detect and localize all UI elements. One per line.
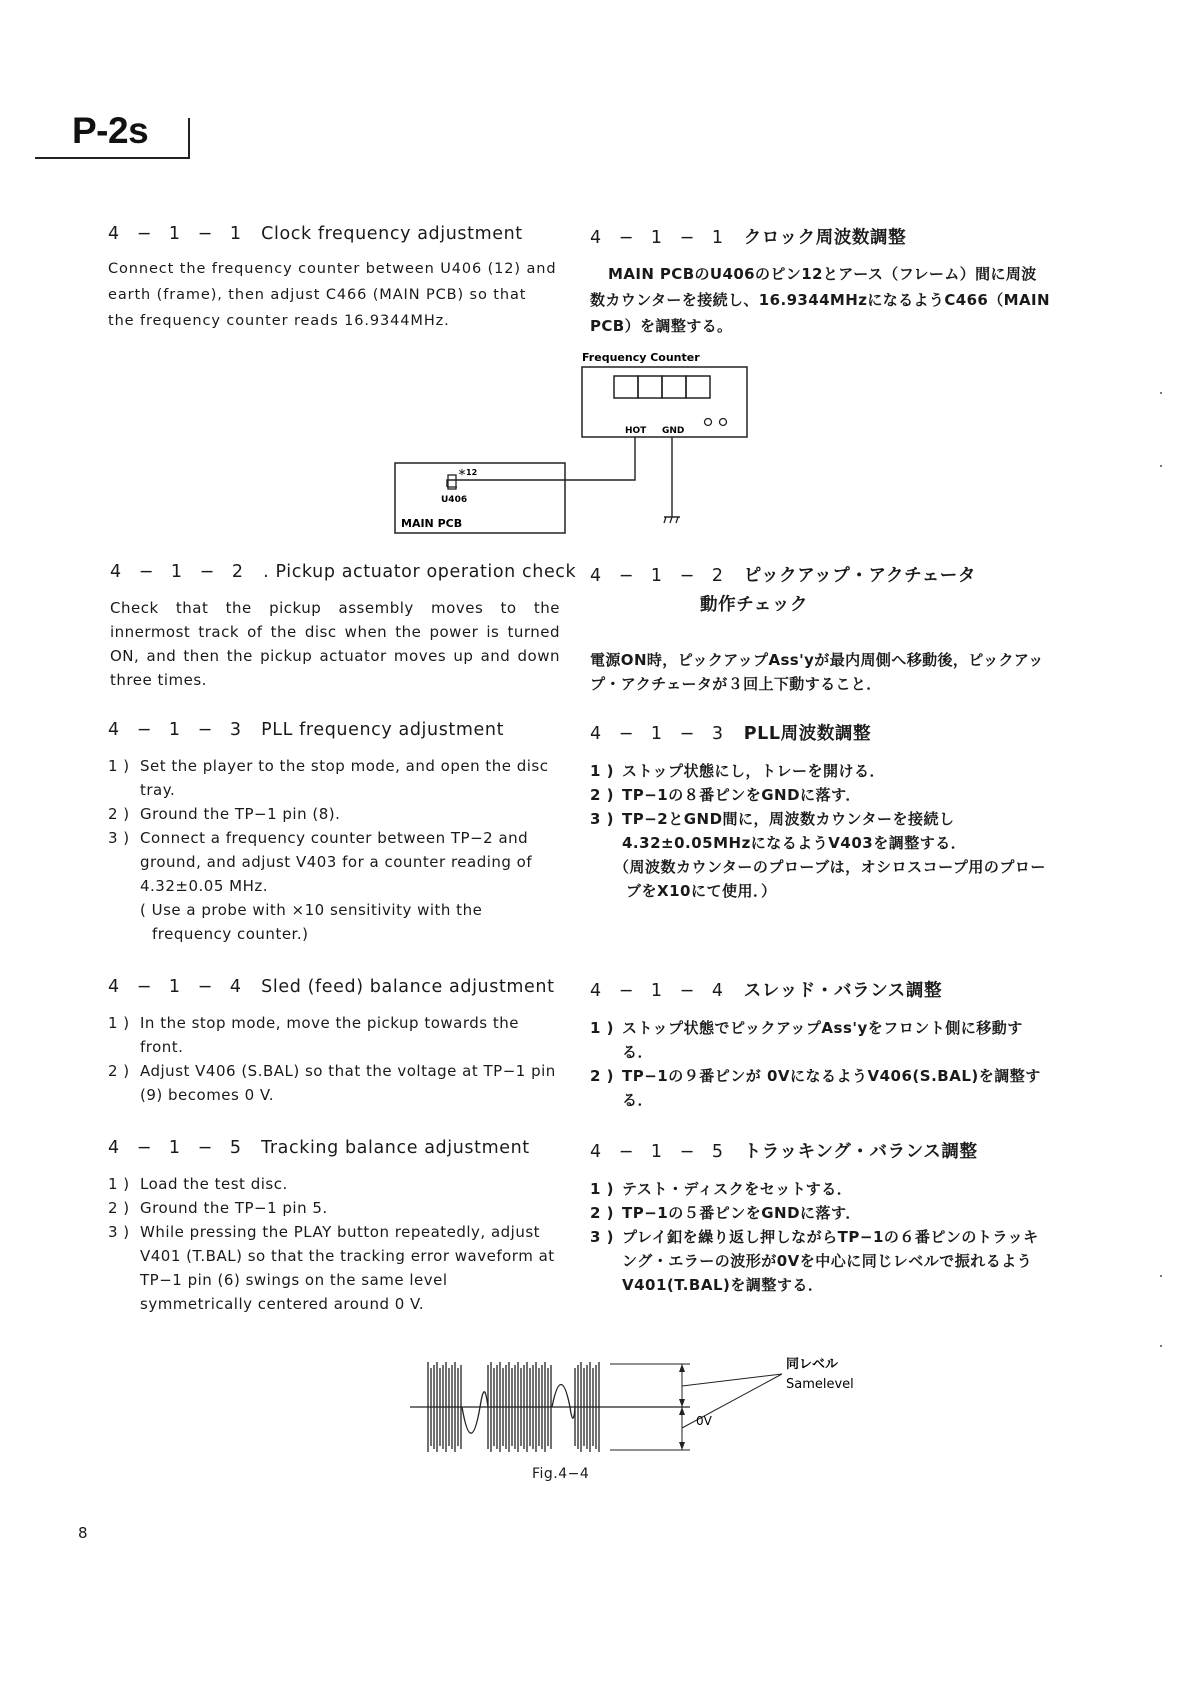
counter-label: Frequency Counter — [582, 351, 700, 364]
step-marker: 2 ) — [108, 1062, 130, 1080]
step-marker: 1 ) — [108, 757, 130, 775]
section-413-jp — [590, 720, 1050, 903]
section-text-jp: 電源ON時，ピックアップAss'yが最内周側へ移動後，ピックアップ・アクチェータが３回上下動すること． — [590, 651, 1044, 693]
list-item — [590, 783, 1050, 807]
section-title-jp-line2: 動作チェック — [700, 595, 809, 615]
section-414-en — [108, 977, 558, 1107]
section-text: Connect the frequency counter between U406 (12) and earth (frame), then adjust C466 (MAIN PCB) so that the frequency counter reads 16.9344MHz. — [108, 261, 557, 329]
section-number-jp: 4 − 1 − 3 — [590, 724, 729, 744]
list-item — [590, 759, 1050, 783]
earth-symbol-icon — [676, 517, 678, 523]
earth-symbol-icon — [664, 517, 666, 523]
step-list-jp — [590, 1016, 1050, 1112]
section-414-jp — [590, 977, 1050, 1112]
step-text: TP−2とGND間に，周波数カウンターを接続し4.32±0.05MHzになるようV403を調整する． — [622, 810, 967, 852]
step-list-jp — [590, 759, 1050, 855]
step-marker: 3 ) — [590, 810, 615, 828]
step-text: In the stop mode, move the pickup towards the front. — [140, 1014, 519, 1056]
tracking-error-waveform-diagram — [400, 1352, 880, 1462]
section-title-jp: PLL周波数調整 — [743, 724, 872, 744]
frequency-counter-diagram — [385, 345, 765, 540]
list-item — [108, 1196, 558, 1220]
step-text: プレイ釦を繰り返し押しながらTP−1の６番ピンのトラッキング・エラーの波形が0Vを中心に同じレベルで振れるようV401(T.BAL)を調整する． — [622, 1228, 1039, 1294]
list-item — [108, 802, 558, 826]
section-heading — [108, 224, 558, 244]
section-title-jp: クロック周波数調整 — [743, 228, 907, 248]
step-text: TP−1の８番ピンをGNDに落す． — [622, 786, 861, 804]
step-text: ストップ状態でピックアップAss'yをフロント側に移動する． — [622, 1019, 1023, 1061]
counter-knob-icon — [720, 419, 727, 426]
step-marker: 1 ) — [590, 1180, 615, 1198]
step-marker: 1 ) — [108, 1014, 130, 1032]
list-item — [108, 1220, 558, 1316]
step-marker: 1 ) — [590, 762, 615, 780]
list-item — [108, 826, 558, 898]
list-item — [108, 1011, 558, 1059]
earth-symbol-icon — [670, 517, 672, 523]
same-level-label-en: Samelevel — [786, 1377, 854, 1392]
section-415-en — [108, 1138, 558, 1316]
section-number-jp: 4 − 1 − 4 — [590, 981, 729, 1001]
section-title: PLL frequency adjustment — [261, 720, 505, 740]
step-marker: 2 ) — [590, 1204, 615, 1222]
section-title: Tracking balance adjustment — [261, 1138, 530, 1158]
step-marker: 2 ) — [108, 1199, 130, 1217]
section-412-en — [110, 562, 577, 692]
step-marker: 1 ) — [590, 1019, 615, 1037]
step-text: TP−1の９番ピンが 0VになるようV406(S.BAL)を調整する． — [622, 1067, 1041, 1109]
section-title-jp: ピックアップ・アクチェータ — [743, 566, 977, 586]
section-heading — [110, 562, 577, 582]
pcb-label: MAIN PCB — [401, 517, 463, 530]
figure-caption: Fig.4−4 — [532, 1466, 590, 1482]
list-item — [590, 807, 1050, 855]
section-number: 4 − 1 − 1 — [108, 224, 247, 244]
arrow-down-icon — [679, 1399, 685, 1407]
section-title-jp: トラッキング・バランス調整 — [743, 1142, 978, 1162]
hot-probe-wire — [447, 437, 635, 487]
step-marker: 3 ) — [108, 1223, 130, 1241]
section-number: 4 − 1 − 4 — [108, 977, 247, 997]
section-title: . Pickup actuator operation check — [263, 562, 577, 582]
section-title: Clock frequency adjustment — [261, 224, 523, 244]
hot-terminal-label: HOT — [625, 426, 647, 436]
section-title-jp: スレッド・バランス調整 — [743, 981, 943, 1001]
ic-label: U406 — [441, 495, 468, 505]
section-411-en — [108, 224, 558, 334]
section-411-jp — [590, 224, 1050, 339]
step-marker: 2 ) — [590, 786, 615, 804]
list-item — [590, 1201, 1050, 1225]
section-413-en — [108, 720, 558, 946]
same-level-label-jp: 同レベル — [786, 1357, 839, 1372]
section-415-jp — [590, 1138, 1050, 1297]
zero-volt-label: 0V — [696, 1414, 712, 1428]
list-item — [590, 1225, 1050, 1297]
list-item — [108, 1172, 558, 1196]
step-text: Connect a frequency counter between TP−2 and ground, and adjust V403 for a counter reading of 4.32±0.05 MHz. — [140, 829, 533, 895]
section-number: 4 − 1 − 3 — [108, 720, 247, 740]
step-text: Ground the TP−1 pin (8). — [140, 805, 341, 823]
step-marker: 3 ) — [590, 1228, 615, 1246]
section-heading-jp — [590, 562, 1050, 616]
section-note-jp: （周波数カウンターのプローブは，オシロスコープ用のプローブをX10にて使用．） — [614, 858, 1046, 900]
section-412-jp — [590, 562, 1050, 696]
section-heading — [108, 720, 558, 740]
step-list — [108, 1172, 558, 1316]
section-heading — [108, 1138, 558, 1158]
step-text: テスト・ディスクをセットする． — [622, 1180, 853, 1198]
section-text-jp: MAIN PCBのU406のピン12とアース（フレーム）間に周波数カウンターを接続し、16.9344MHzになるようC466（MAIN PCB）を調整する。 — [590, 265, 1050, 335]
step-marker: 3 ) — [108, 829, 130, 847]
section-number-jp: 4 − 1 − 5 — [590, 1142, 729, 1162]
scan-speck — [1160, 1345, 1162, 1347]
model-title: P-2s — [72, 110, 149, 151]
list-item — [590, 1064, 1050, 1112]
list-item — [590, 1016, 1050, 1064]
section-text: Check that the pickup assembly moves to the innermost track of the disc when the power is turned ON, and then the pickup actuator moves up and down three times. — [110, 599, 560, 689]
list-item — [108, 754, 558, 802]
section-number: 4 − 1 − 5 — [108, 1138, 247, 1158]
section-number: 4 − 1 − 2 — [110, 562, 249, 582]
section-heading-jp — [590, 224, 1050, 249]
step-text: Adjust V406 (S.BAL) so that the voltage at TP−1 pin (9) becomes 0 V. — [140, 1062, 556, 1104]
section-heading-jp — [590, 1138, 1050, 1163]
step-list — [108, 1011, 558, 1107]
step-marker: 1 ) — [108, 1175, 130, 1193]
step-text: While pressing the PLAY button repeatedly, adjust V401 (T.BAL) so that the tracking error waveform at TP−1 pin (6) swings on the same level symmetrically centered around 0 V. — [140, 1223, 555, 1313]
section-number-jp: 4 − 1 − 1 — [590, 228, 729, 248]
section-number-jp: 4 − 1 − 2 — [590, 566, 729, 586]
step-text: Ground the TP−1 pin 5. — [140, 1199, 328, 1217]
section-heading-jp — [590, 720, 1050, 745]
list-item — [590, 1177, 1050, 1201]
counter-digit — [614, 376, 638, 398]
step-text: ストップ状態にし，トレーを開ける． — [622, 762, 886, 780]
counter-digit — [662, 376, 686, 398]
scan-speck — [1160, 465, 1162, 467]
gnd-terminal-label: GND — [662, 426, 685, 436]
section-heading — [108, 977, 558, 997]
list-item — [108, 1059, 558, 1107]
step-text: Load the test disc. — [140, 1175, 288, 1193]
arrow-up-icon — [679, 1407, 685, 1415]
arrow-up-icon — [679, 1364, 685, 1372]
counter-digit — [638, 376, 662, 398]
arrow-down-icon — [679, 1442, 685, 1450]
step-marker: 2 ) — [108, 805, 130, 823]
step-list — [108, 754, 558, 898]
title-vertical-bar — [188, 118, 190, 158]
section-heading-jp — [590, 977, 1050, 1002]
scan-speck — [1160, 392, 1162, 394]
section-title: Sled (feed) balance adjustment — [261, 977, 555, 997]
page-number: 8 — [78, 1524, 88, 1542]
step-text: Set the player to the stop mode, and open the disc tray. — [140, 757, 549, 799]
counter-digit — [686, 376, 710, 398]
label-leader-line — [682, 1374, 782, 1386]
step-text: TP−1の５番ピンをGNDに落す． — [622, 1204, 861, 1222]
step-list-jp — [590, 1177, 1050, 1297]
counter-knob-icon — [705, 419, 712, 426]
section-note: ( Use a probe with ×10 sensitivity with the frequency counter.) — [140, 901, 483, 943]
step-marker: 2 ) — [590, 1067, 615, 1085]
scan-speck — [1160, 1275, 1162, 1277]
title-underline — [35, 157, 190, 159]
pin-12-label: ＊12 — [458, 468, 478, 477]
